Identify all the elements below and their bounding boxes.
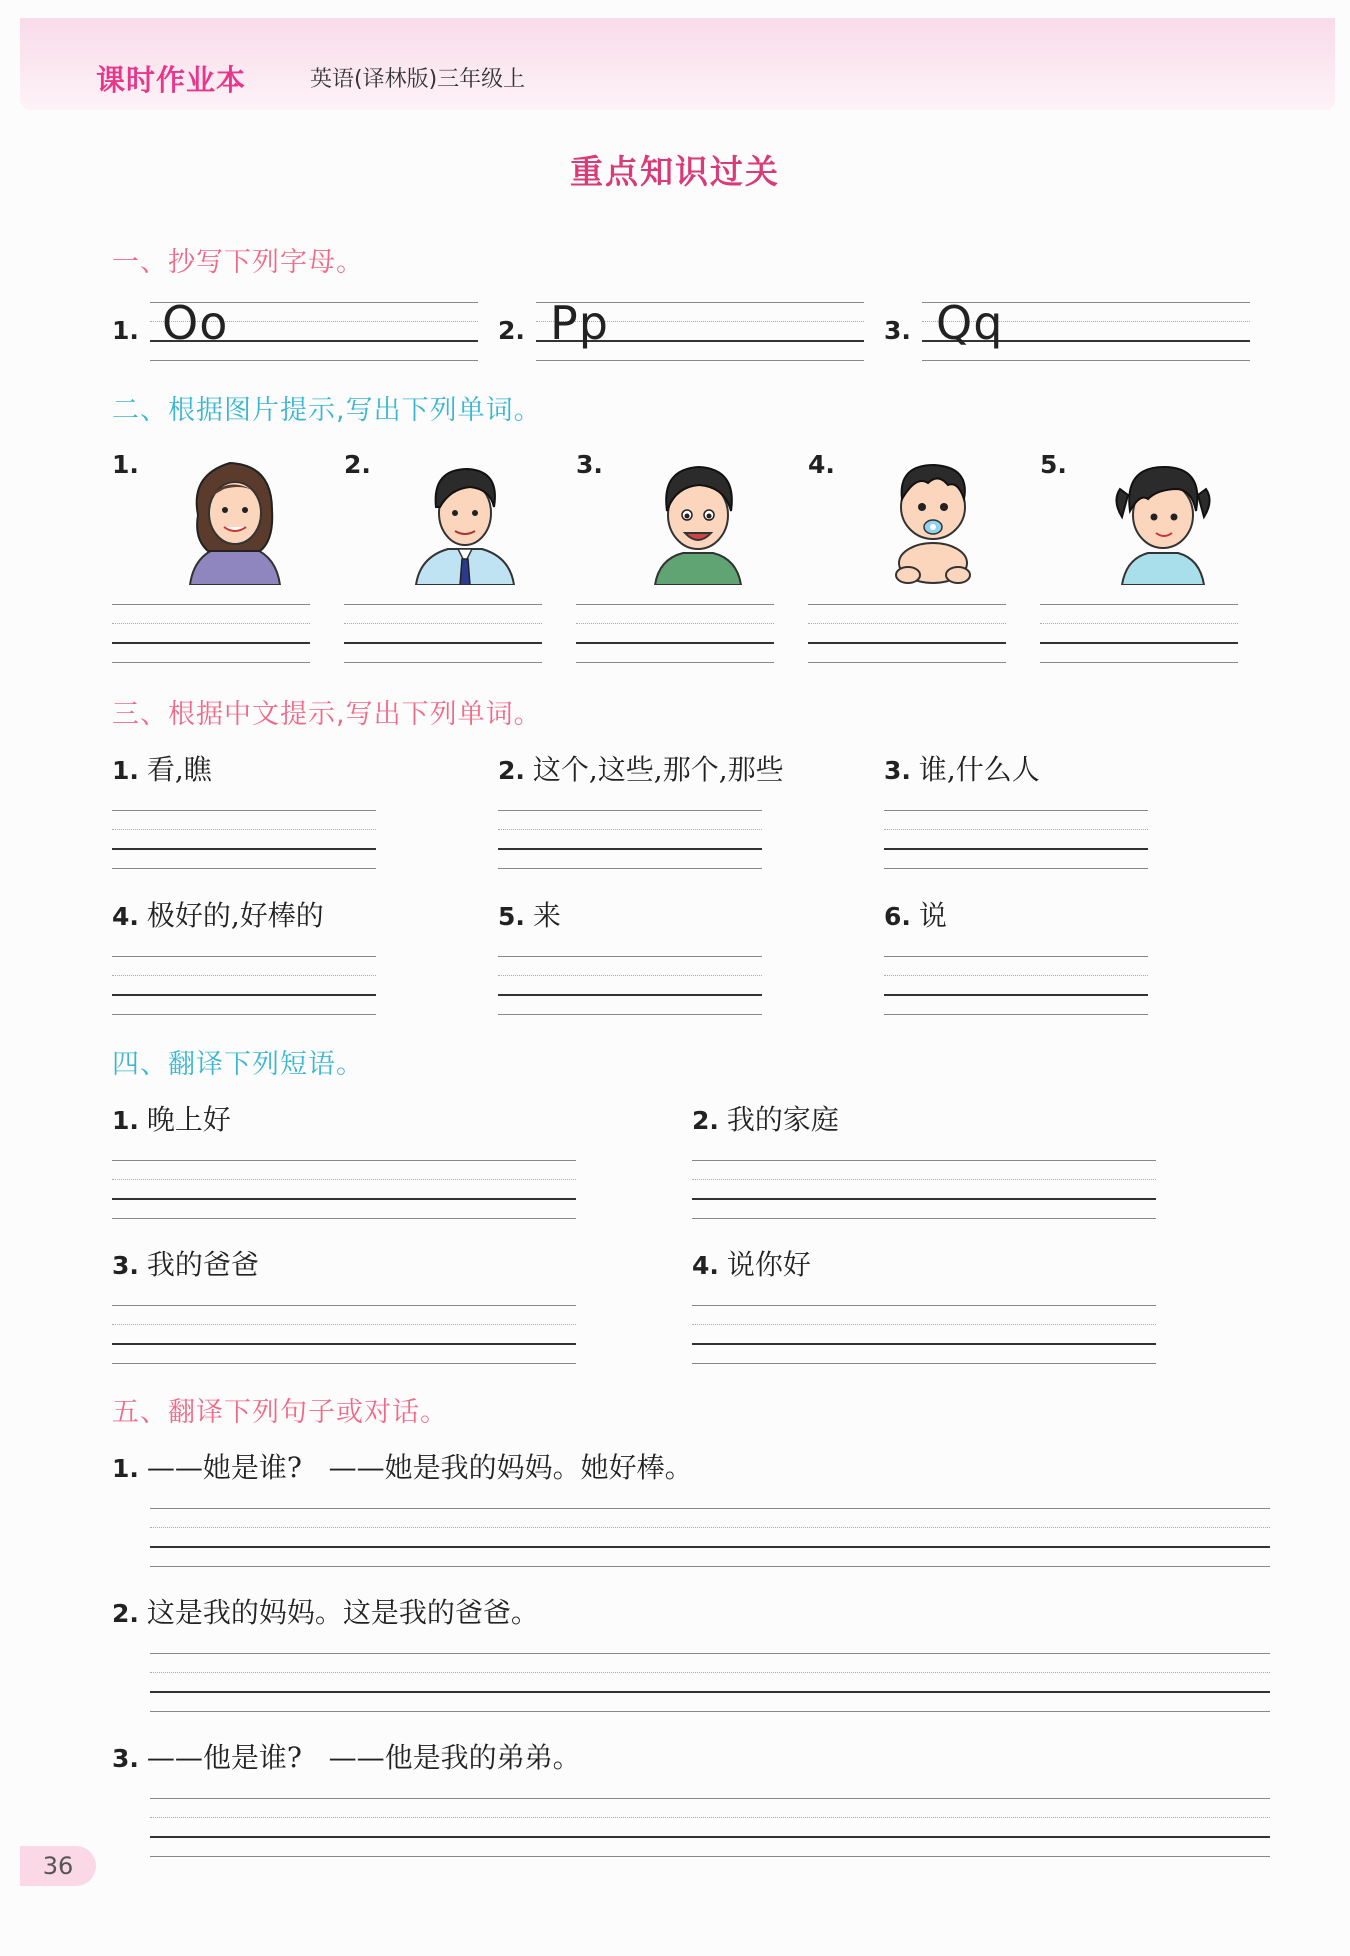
answer-lines[interactable] — [150, 1653, 1270, 1713]
brand-title: 课时作业本 — [96, 63, 247, 97]
answer-lines[interactable] — [112, 810, 376, 870]
picture-item-number: 4. — [808, 450, 835, 479]
letter-item-number: 3. — [884, 316, 911, 345]
answer-lines[interactable] — [112, 1160, 576, 1220]
question-item: 1. 看,瞧 — [112, 753, 212, 786]
answer-lines[interactable] — [576, 604, 774, 664]
question-item: 3. 谁,什么人 — [884, 753, 1040, 786]
answer-lines[interactable] — [344, 604, 542, 664]
answer-lines[interactable] — [498, 810, 762, 870]
section-1-heading: 一、抄写下列字母。 — [112, 247, 364, 278]
answer-lines[interactable] — [498, 956, 762, 1016]
question-item: 3. ——他是谁? ——他是我的弟弟。 — [112, 1741, 581, 1774]
picture-item-number: 2. — [344, 450, 371, 479]
father-icon — [410, 455, 520, 585]
answer-lines[interactable] — [808, 604, 1006, 664]
book-subtitle: 英语(译林版)三年级上 — [310, 67, 526, 92]
letter-sample: Oo — [162, 296, 229, 350]
answer-lines[interactable] — [150, 1798, 1270, 1858]
section-5-heading: 五、翻译下列句子或对话。 — [112, 1397, 448, 1428]
picture-item-number: 3. — [576, 450, 603, 479]
page-title: 重点知识过关 — [570, 152, 780, 191]
question-item: 2. 我的家庭 — [692, 1103, 839, 1136]
answer-lines[interactable] — [692, 1305, 1156, 1365]
question-item: 1. 晚上好 — [112, 1103, 231, 1136]
answer-lines[interactable] — [112, 956, 376, 1016]
answer-lines[interactable] — [112, 604, 310, 664]
question-item: 6. 说 — [884, 899, 947, 932]
page-number: 36 — [20, 1846, 96, 1886]
answer-lines[interactable] — [112, 1305, 576, 1365]
question-item: 4. 极好的,好棒的 — [112, 899, 324, 932]
answer-lines[interactable] — [884, 956, 1148, 1016]
question-item: 2. 这是我的妈妈。这是我的爸爸。 — [112, 1596, 539, 1629]
section-2-heading: 二、根据图片提示,写出下列单词。 — [112, 395, 542, 426]
section-4-heading: 四、翻译下列短语。 — [112, 1049, 364, 1080]
answer-lines[interactable] — [1040, 604, 1238, 664]
letter-item-number: 2. — [498, 316, 525, 345]
picture-item-number: 5. — [1040, 450, 1067, 479]
question-item: 3. 我的爸爸 — [112, 1248, 259, 1281]
picture-item-number: 1. — [112, 450, 139, 479]
letter-sample: Pp — [550, 296, 609, 350]
letter-item-number: 1. — [112, 316, 139, 345]
mother-icon — [180, 455, 290, 585]
baby-icon — [878, 455, 988, 585]
question-item: 2. 这个,这些,那个,那些 — [498, 753, 784, 786]
brother-icon — [643, 455, 753, 585]
answer-lines[interactable] — [150, 1508, 1270, 1568]
answer-lines[interactable] — [692, 1160, 1156, 1220]
answer-lines[interactable] — [884, 810, 1148, 870]
question-item: 4. 说你好 — [692, 1248, 811, 1281]
letter-sample: Qq — [936, 296, 1004, 350]
sister-icon — [1108, 455, 1218, 585]
question-item: 1. ——她是谁? ——她是我的妈妈。她好棒。 — [112, 1451, 693, 1484]
question-item: 5. 来 — [498, 899, 561, 932]
section-3-heading: 三、根据中文提示,写出下列单词。 — [112, 699, 542, 730]
